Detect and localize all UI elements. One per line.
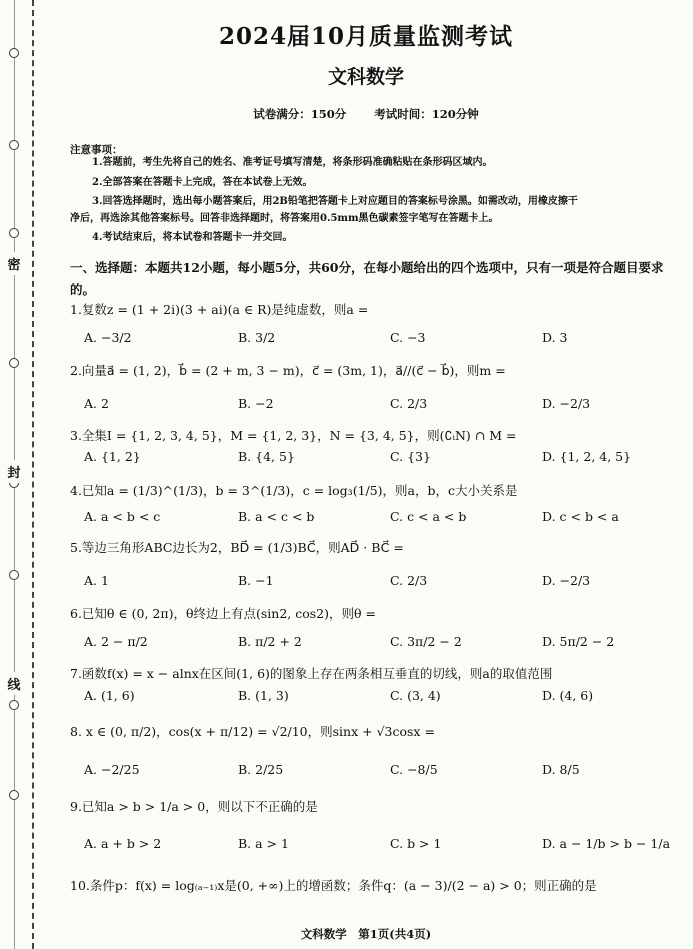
option-b: B. −1: [238, 573, 274, 588]
note-item: 4.考试结束后，将本试卷和答题卡一并交回。: [92, 232, 293, 243]
question-9: 9.已知a > b > 1/a > 0，则以下不正确的是: [70, 799, 318, 814]
question-2: 2.向量a⃗ = (1, 2)，b⃗ = (2 + m, 3 − m)，c⃗ = (3m, 1)，a⃗//(c⃗ − b⃗)，则m =: [70, 363, 506, 378]
seal-char-xian: 线: [2, 672, 26, 695]
option-a: A. −2/25: [84, 762, 140, 777]
binding-hole: [9, 358, 19, 368]
option-b: B. 2/25: [238, 762, 284, 777]
option-a: A. 2: [84, 396, 109, 411]
option-d: D. 8/5: [542, 762, 580, 777]
binding-hole: [9, 48, 19, 58]
note-item: 净后，再选涂其他答案标号。回答非选择题时，将答案用0.5mm黑色碳素签字笔写在答题卡上。: [70, 213, 499, 224]
option-b: B. 3/2: [238, 330, 276, 345]
option-d: D. −2/3: [542, 573, 591, 588]
option-b: B. −2: [238, 396, 274, 411]
binding-dashed-line: [32, 0, 34, 949]
option-b: B. {4, 5}: [238, 449, 295, 464]
note-item: 3.回答选择题时，选出每小题答案后，用2B铅笔把答题卡上对应题目的答案标号涂黑。如需改动，用橡皮擦干: [92, 196, 578, 207]
option-c: C. 2/3: [390, 396, 428, 411]
exam-time: 考试时间：120分钟: [374, 107, 479, 121]
notes-title: 注意事项：: [70, 144, 123, 156]
note-item: 2.全部答案在答题卡上完成，答在本试卷上无效。: [92, 177, 313, 188]
question-3: 3.全集I = {1, 2, 3, 4, 5}，M = {1, 2, 3}，N = {3, 4, 5}，则(∁ᵢN) ∩ M =: [70, 428, 517, 443]
question-1: 1.复数z = (1 + 2i)(3 + ai)(a ∈ R)是纯虚数，则a =: [70, 302, 369, 317]
seal-char-mi: 密: [2, 252, 26, 275]
option-d: D. (4, 6): [542, 688, 594, 703]
seal-char-feng: 封: [2, 460, 26, 483]
question-7: 7.函数f(x) = x − alnx在区间(1, 6)的图象上存在两条相互垂直的切线，则a的取值范围: [70, 666, 553, 681]
binding-hole: [9, 700, 19, 710]
option-a: A. 1: [84, 573, 109, 588]
option-c: C. −3: [390, 330, 426, 345]
option-a: A. a + b > 2: [84, 836, 162, 851]
option-c: C. 3π/2 − 2: [390, 634, 462, 649]
option-c: C. 2/3: [390, 573, 428, 588]
exam-subject: 文科数学: [327, 66, 404, 88]
option-b: B. a > 1: [238, 836, 289, 851]
option-d: D. {1, 2, 4, 5}: [542, 449, 632, 464]
option-d: D. 3: [542, 330, 568, 345]
option-c: C. b > 1: [390, 836, 442, 851]
option-d: D. a − 1/b > b − 1/a: [542, 836, 671, 851]
option-b: B. (1, 3): [238, 688, 289, 703]
binding-hole: [9, 790, 19, 800]
option-d: D. 5π/2 − 2: [542, 634, 615, 649]
binding-hole: [9, 140, 19, 150]
exam-title: 2024届10月质量监测考试: [218, 23, 514, 50]
option-d: D. −2/3: [542, 396, 591, 411]
binding-hole: [9, 570, 19, 580]
question-4: 4.已知a = (1/3)^(1/3)，b = 3^(1/3)，c = log₃(1/5)，则a，b，c大小关系是: [70, 483, 518, 498]
note-item: 1.答题前，考生先将自己的姓名、准考证号填写清楚，将条形码准确粘贴在条形码区域内。: [92, 157, 493, 168]
option-c: C. (3, 4): [390, 688, 441, 703]
option-d: D. c < b < a: [542, 509, 619, 524]
option-a: A. 2 − π/2: [84, 634, 148, 649]
question-6: 6.已知θ ∈ (0, 2π)，θ终边上有点(sin2, cos2)，则θ =: [70, 606, 376, 621]
full-score: 试卷满分：150分: [253, 107, 347, 121]
option-b: B. π/2 + 2: [238, 634, 302, 649]
option-a: A. {1, 2}: [84, 449, 141, 464]
option-c: C. {3}: [390, 449, 431, 464]
option-a: A. −3/2: [84, 330, 132, 345]
option-b: B. a < c < b: [238, 509, 315, 524]
section-heading: 一、选择题：本题共12小题，每小题5分，共60分，在每小题给出的四个选项中，只有一项是符合题目要求的。: [70, 260, 664, 297]
page-footer: 文科数学 第1页(共4页): [300, 927, 432, 941]
option-c: C. c < a < b: [390, 509, 467, 524]
exam-meta: [66, 106, 666, 122]
option-c: C. −8/5: [390, 762, 438, 777]
question-8: 8. x ∈ (0, π/2)，cos(x + π/12) = √2/10，则sinx + √3cosx =: [70, 724, 435, 739]
question-5: 5.等边三角形ABC边长为2，BD⃗ = (1/3)BC⃗，则AD⃗ · BC⃗ =: [70, 540, 404, 555]
option-a: A. (1, 6): [84, 688, 135, 703]
question-10: 10.条件p：f(x) = log₍ₐ₋₁₎x是(0, +∞)上的增函数；条件q：(a − 3)/(2 − a) > 0；则正确的是: [70, 878, 597, 893]
binding-hole: [9, 228, 19, 238]
option-a: A. a < b < c: [84, 509, 161, 524]
